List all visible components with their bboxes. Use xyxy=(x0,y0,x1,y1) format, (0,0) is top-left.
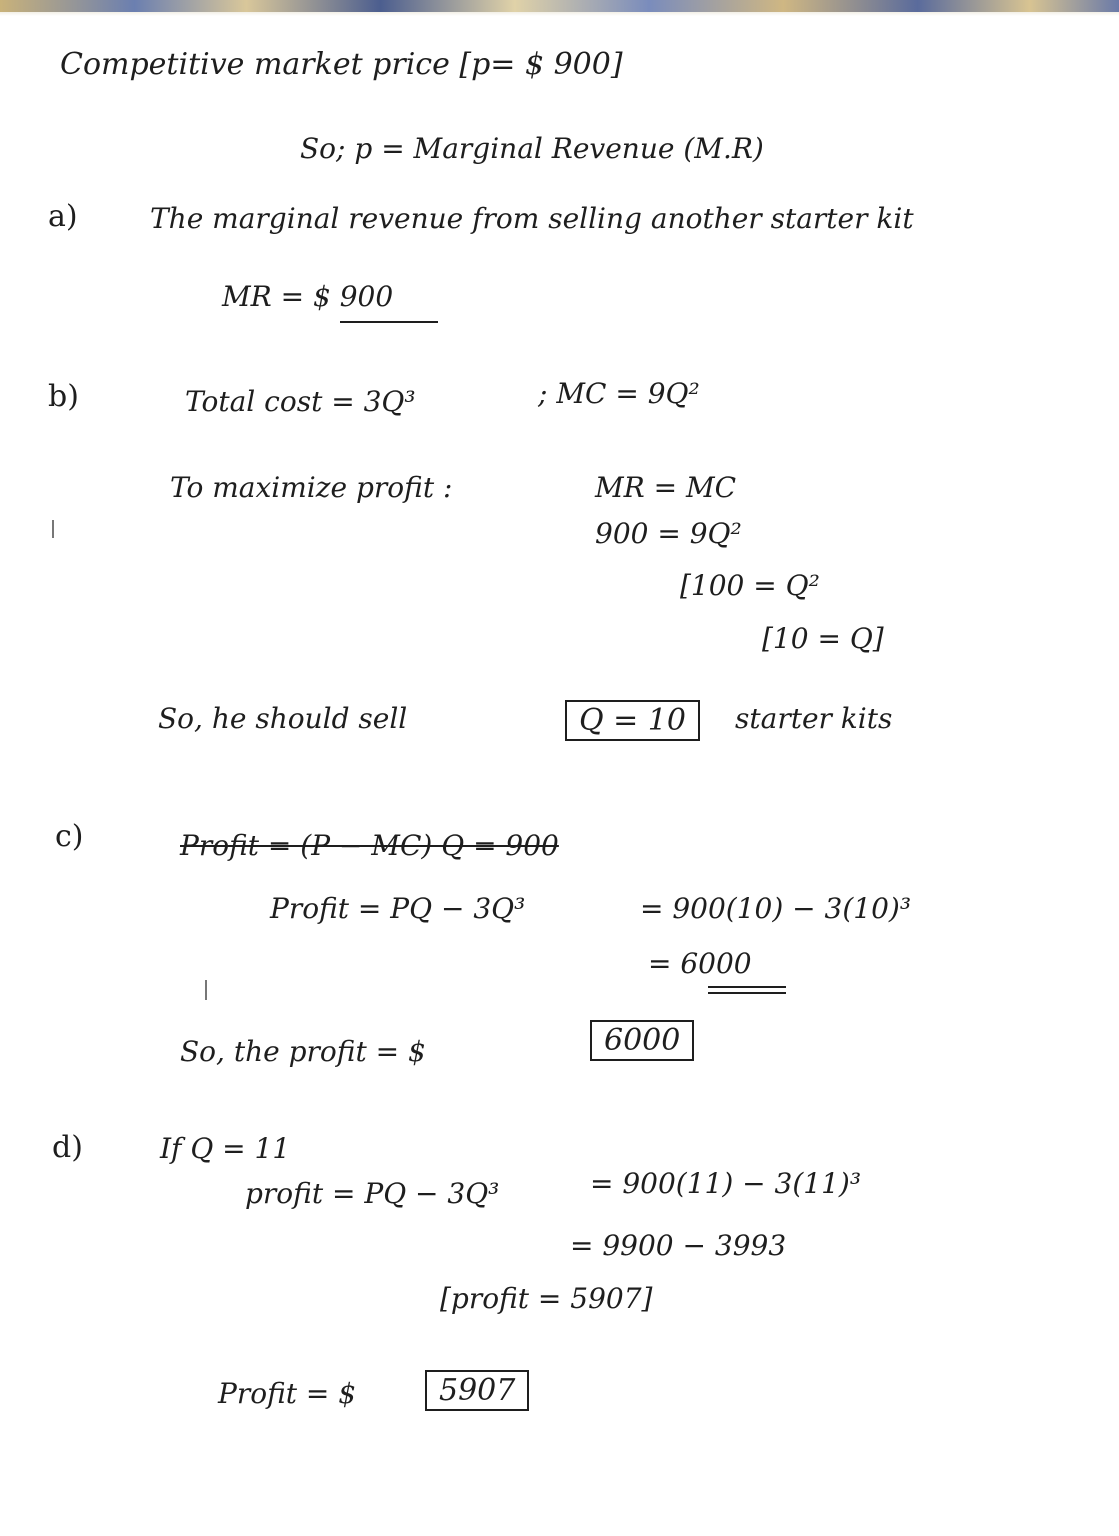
market-price-line: Competitive market price [p= $ 900] xyxy=(60,47,623,82)
mr-equals-mc: MR = MC xyxy=(595,471,737,504)
equation-step-100: [100 = Q² xyxy=(680,569,820,602)
profit-result-underline-1 xyxy=(708,986,786,988)
part-b-conclusion-suffix: starter kits xyxy=(735,702,893,735)
profit-result: = 6000 xyxy=(648,947,752,980)
photo-background-strip xyxy=(0,0,1119,16)
part-a-answer: MR = $ 900 xyxy=(222,280,394,313)
equation-step-900: 900 = 9Q² xyxy=(595,517,742,550)
equation-step-10: [10 = Q] xyxy=(762,622,884,655)
part-a-statement: The marginal revenue from selling another starter kit xyxy=(150,202,914,235)
part-d-profit-calculation: = 900(11) − 3(11)³ xyxy=(590,1167,862,1200)
stray-pen-mark xyxy=(52,520,54,538)
total-cost-expression: Total cost = 3Q³ xyxy=(185,385,416,418)
profit-formula: Profit = PQ − 3Q³ xyxy=(270,892,526,925)
maximize-profit-heading: To maximize profit : xyxy=(170,471,453,504)
part-b-boxed-answer: Q = 10 xyxy=(565,700,700,741)
part-d-condition: If Q = 11 xyxy=(160,1132,291,1165)
part-b-conclusion-prefix: So, he should sell xyxy=(158,702,408,735)
part-d-boxed-answer: 5907 xyxy=(425,1370,529,1411)
crossed-out-profit-line: Profit = (P − MC) Q = 900 xyxy=(180,829,559,862)
part-d-label: d) xyxy=(52,1130,83,1165)
price-equals-mr-line: So; p = Marginal Revenue (M.R) xyxy=(300,132,764,165)
part-c-conclusion-prefix: So, the profit = $ xyxy=(180,1035,426,1068)
marginal-cost-expression: ; MC = 9Q² xyxy=(538,377,700,410)
part-c-boxed-answer: 6000 xyxy=(590,1020,694,1061)
part-b-label: b) xyxy=(48,379,79,414)
stray-pen-mark-2 xyxy=(205,980,207,1000)
profit-result-underline-2 xyxy=(708,992,786,994)
part-d-subtraction: = 9900 − 3993 xyxy=(570,1229,787,1262)
profit-calculation: = 900(10) − 3(10)³ xyxy=(640,892,912,925)
part-a-answer-underline xyxy=(340,321,438,323)
part-d-final-prefix: Profit = $ xyxy=(218,1377,357,1410)
part-a-label: a) xyxy=(48,199,78,234)
part-d-bracket-result: [profit = 5907] xyxy=(440,1282,653,1315)
part-d-profit-formula: profit = PQ − 3Q³ xyxy=(245,1177,500,1210)
part-c-label: c) xyxy=(55,819,84,854)
